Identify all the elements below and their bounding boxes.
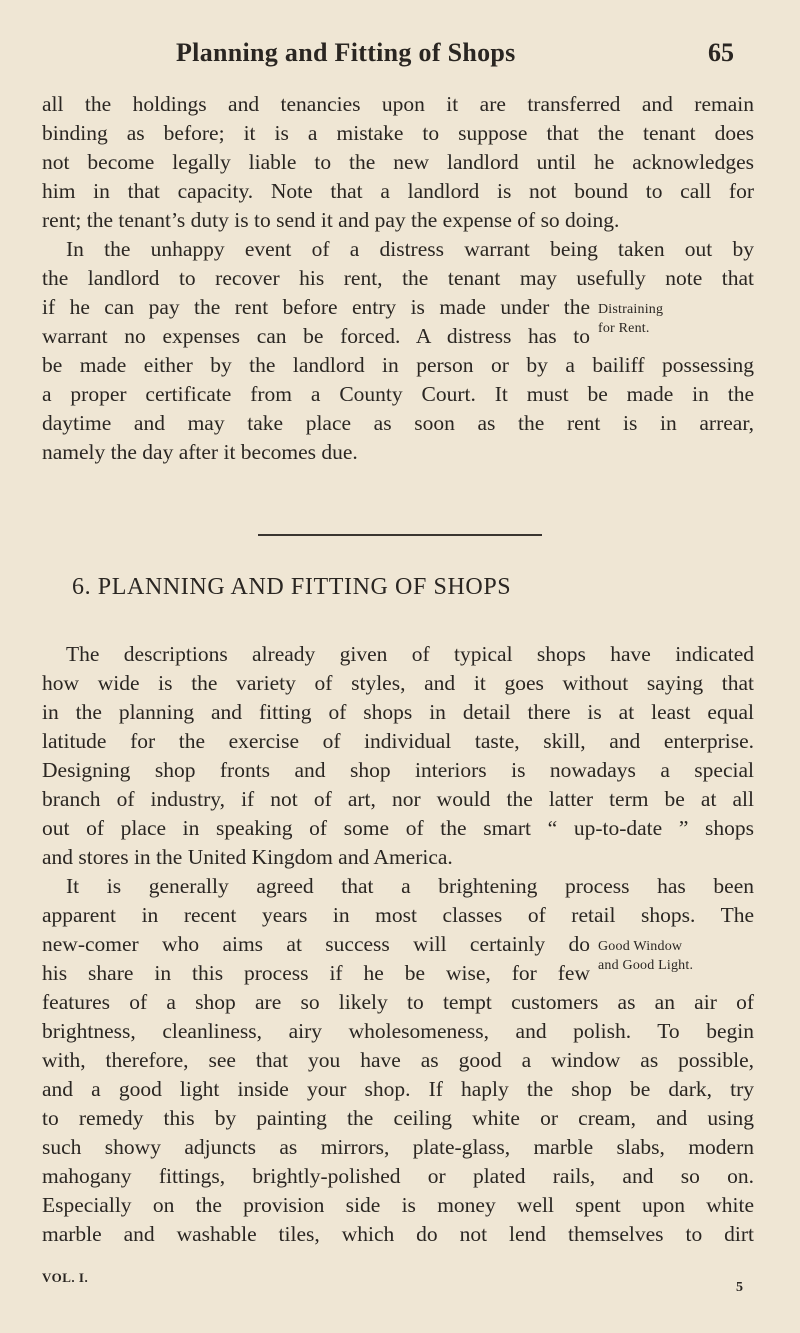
text-line: namely the day after it becomes due. <box>42 440 358 464</box>
text-line: and stores in the United Kingdom and America. <box>42 845 453 869</box>
text-line: warrant no expenses can be forced. A distress has to <box>42 324 590 348</box>
text-line: Designing shop fronts and shop interiors is nowadays a special <box>42 758 754 782</box>
text-line: and a good light inside your shop. If haply the shop be dark, try <box>42 1077 754 1101</box>
section-divider <box>258 534 542 536</box>
text-line: mahogany fittings, brightly-polished or plated rails, and so on. <box>42 1164 754 1188</box>
text-line: In the unhappy event of a distress warrant being taken out by <box>66 237 754 261</box>
section-heading: 6. PLANNING AND FITTING OF SHOPS <box>72 574 512 600</box>
text-line: The descriptions already given of typical shops have indicated <box>66 642 754 666</box>
text-line: in the planning and fitting of shops in detail there is at least equal <box>42 700 754 724</box>
text-line: the landlord to recover his rent, the tenant may usefully note that <box>42 266 754 290</box>
text-line: such showy adjuncts as mirrors, plate-glass, marble slabs, modern <box>42 1135 754 1159</box>
text-line: how wide is the variety of styles, and it goes without saying that <box>42 671 754 695</box>
volume-mark: VOL. I. <box>42 1270 89 1285</box>
text-line: out of place in speaking of some of the smart “ up-to-date ” shops <box>42 816 754 840</box>
marginal-note-window: Good Window <box>598 939 683 954</box>
text-line: rent; the tenant’s duty is to send it and pay the expense of so doing. <box>42 208 620 232</box>
text-line: a proper certificate from a County Court. It must be made in the <box>42 382 754 406</box>
text-line: Especially on the provision side is money well spent upon white <box>42 1193 754 1217</box>
text-line: features of a shop are so likely to tempt customers as an air of <box>42 990 754 1014</box>
running-title: Planning and Fitting of Shops <box>176 38 516 67</box>
text-line: if he can pay the rent before entry is made under the <box>42 295 590 319</box>
marginal-note-distraining: for Rent. <box>598 321 650 336</box>
signature-mark: 5 <box>736 1280 743 1295</box>
marginal-note-window: and Good Light. <box>598 958 694 973</box>
text-line: marble and washable tiles, which do not lend themselves to dirt <box>42 1222 754 1246</box>
text-line: be made either by the landlord in person or by a bailiff possessing <box>42 353 754 377</box>
text-line: his share in this process if he be wise, for few <box>42 961 590 985</box>
text-line: latitude for the exercise of individual taste, skill, and enterprise. <box>42 729 754 753</box>
text-line: him in that capacity. Note that a landlord is not bound to call for <box>42 179 754 203</box>
text-line: not become legally liable to the new landlord until he acknowledges <box>42 150 754 174</box>
text-line: with, therefore, see that you have as good a window as possible, <box>42 1048 754 1072</box>
text-line: binding as before; it is a mistake to suppose that the tenant does <box>42 121 754 145</box>
text-line: brightness, cleanliness, airy wholesomeness, and polish. To begin <box>42 1019 754 1043</box>
text-line: new-comer who aims at success will certainly do <box>42 932 590 956</box>
page-number: 65 <box>708 38 734 67</box>
text-line: to remedy this by painting the ceiling white or cream, and using <box>42 1106 754 1130</box>
text-line: daytime and may take place as soon as the rent is in arrear, <box>42 411 754 435</box>
text-line: It is generally agreed that a brightening process has been <box>66 874 754 898</box>
text-line: all the holdings and tenancies upon it are transferred and remain <box>42 92 754 116</box>
text-line: branch of industry, if not of art, nor would the latter term be at all <box>42 787 754 811</box>
marginal-note-distraining: Distraining <box>598 302 664 317</box>
text-line: apparent in recent years in most classes of retail shops. The <box>42 903 754 927</box>
